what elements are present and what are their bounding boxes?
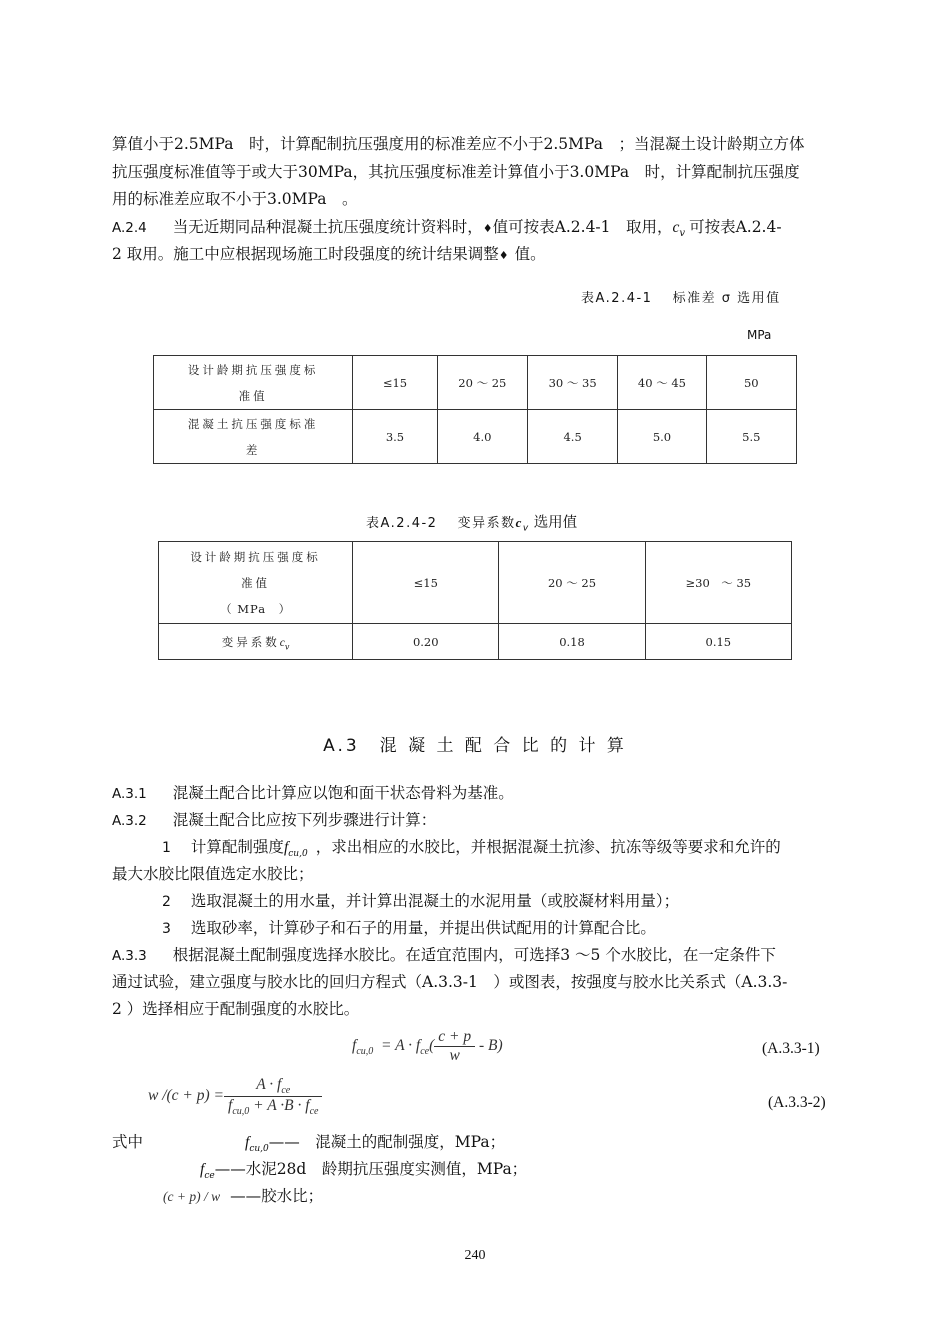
equation-a332 [148,1076,322,1117]
clause-text: 可按表A.2.4- [689,218,782,236]
eq-numerator: c + p [434,1028,475,1047]
page-number: 240 [464,1248,486,1263]
table1-unit: MPa [747,328,772,342]
eq-subscript: ce [420,1046,430,1058]
step-text: 选取混凝土的用水量，并计算出混凝土的水泥用量（或胶凝材料用量）； [190,892,680,910]
eq-denominator [224,1097,322,1117]
table-cell: 5.5 [706,410,796,464]
equation-label-1: (A.3.3-1) [762,1040,820,1057]
row-header-text: 设计龄期抗压强度标 [187,362,319,377]
table-variation-coefficient [158,541,792,660]
symbol-binder-ratio: (c + p) / w [163,1189,221,1204]
row-header [154,356,353,410]
clause-number: A.2.4 [112,220,147,236]
clause-a33-line-1 [112,944,776,967]
where-def-3 [163,1185,323,1208]
definition-text: —— 混凝土的配制强度，MPa； [268,1133,506,1151]
cv-subscript: v [284,641,290,651]
eq-numerator [224,1076,322,1097]
sigma-bullet-icon: ♦ [482,222,493,235]
table-cell: ≤15 [353,542,499,624]
eq-paren: ( [429,1037,435,1055]
para-line-3: 用的标准差应取不小于3.0MPa 。 [112,190,358,208]
where-def-2 [200,1158,527,1187]
table-cell: 40 ～ 45 [618,356,706,410]
step-1-line-2: 最大水胶比限值选定水胶比； [112,865,314,883]
eq-denominator: w [449,1047,460,1064]
step-text: ，求出相应的水胶比，并根据混凝土抗渗、抗冻等级等要求和允许的 [315,838,781,856]
table-row [154,410,797,464]
row-header [159,542,353,624]
row-header [154,410,353,464]
clause-text: 2 取用。施工中应根据现场施工时段强度的统计结果调整 [112,245,499,263]
symbol-f: f [283,839,289,856]
row-header-text: 准值 [241,575,271,590]
table-cell: 30 ～ 35 [527,356,617,410]
row-header-text: 混凝土抗压强度标准 [187,416,319,431]
row-header-text: （ MPa ） [220,601,292,616]
table-cell: 4.5 [527,410,617,464]
caption-text: 表A.2.4-2 变异系数 [366,516,516,531]
clause-a33-line-2: 通过试验，建立强度与胶水比的回归方程式（A.3.3-1 ）或图表，按强度与胶水比关系式（A.3.3- [112,973,788,991]
step-2 [162,890,679,913]
table-standard-deviation [153,355,797,464]
table-row [159,624,792,660]
cv-symbol: c [672,219,680,236]
equation-label-2: (A.3.3-2) [768,1094,826,1111]
sigma-bullet-icon: ♦ [498,249,509,262]
caption-text: 选用值 [533,515,578,531]
eq-term: - B) [478,1037,503,1055]
table-cell: 4.0 [437,410,527,464]
eq-subscript: cu,0 [356,1046,374,1058]
clause-text: 混凝土配合比应按下列步骤进行计算： [172,811,437,829]
eq-term: + A ·B · f [253,1097,310,1115]
step-1-line-1 [162,836,781,865]
step-3 [162,917,656,940]
clause-a33-line-3: 2 ）选择相应于配制强度的水胶比。 [112,1000,360,1018]
equation-a331 [352,1028,503,1065]
table-row [154,356,797,410]
clause-a24-line-1 [112,216,782,245]
symbol-f: f [200,1161,205,1178]
step-number: 2 [162,894,171,910]
eq-symbol: f [352,1037,357,1055]
para-line-2: 抗压强度标准值等于或大于30MPa，其抗压强度标准差计算值小于3.0MPa 时，计算配制抗压强度 [112,163,800,181]
symbol-f: f [245,1134,250,1151]
step-text: 计算配制强度 [190,838,284,856]
clause-text: 值。 [514,245,546,263]
eq-term: A · f [256,1076,282,1093]
clause-text: 值可按表A.2.4-1 取用， [492,218,673,236]
table-cell: 0.18 [499,624,645,660]
clause-number: A.3.3 [112,948,147,964]
clause-text: 混凝土配合比计算应以饱和面干状态骨料为基准。 [172,784,514,802]
clause-text: 当无近期同品种混凝土抗压强度统计资料时， [172,218,483,236]
table-cell: 50 [706,356,796,410]
where-label: 式中 [112,1133,144,1151]
table2-caption [366,511,577,534]
row-header-text: 差 [245,442,261,457]
step-number: 3 [162,921,171,937]
cv-symbol: c [515,515,523,530]
cv-symbol: c [279,636,285,649]
clause-a32 [112,809,436,832]
step-text: 选取砂率，计算砂子和石子的用量，并提出供试配用的计算配合比。 [190,919,656,937]
clause-a31 [112,782,514,805]
table-cell: ≤15 [353,356,437,410]
definition-text: ——水泥28d 龄期抗压强度实测值，MPa； [214,1160,528,1178]
row-header-text: 准值 [238,388,268,403]
table-cell: 5.0 [618,410,706,464]
table-cell: 3.5 [353,410,437,464]
eq-subscript: ce [309,1106,319,1118]
section-title: A.3 混 凝 土 配 合 比 的 计 算 [323,736,627,756]
table-row [159,542,792,624]
row-header-text: 设计龄期抗压强度标 [190,549,321,564]
eq-fraction [224,1076,322,1117]
clause-a24-line-2 [112,243,546,267]
cv-subscript: v [679,228,686,240]
para-line-1: 算值小于2.5MPa 时，计算配制抗压强度用的标准差应不小于2.5MPa ；当混凝土设计龄期立方体 [112,135,805,153]
cv-subscript: v [522,523,530,534]
row-header-text: 变异系数 [221,634,280,649]
table-cell: 0.20 [353,624,499,660]
table1-caption: 表A.2.4-1 标准差 σ 选用值 [581,291,781,306]
table-cell: ≥30 ～ 35 [645,542,791,624]
eq-term: = A · f [381,1037,421,1055]
definition-text: ——胶水比； [230,1187,324,1205]
eq-fraction [434,1028,475,1065]
symbol-subscript: ce [204,1171,215,1182]
eq-subscript: cu,0 [232,1106,250,1118]
clause-number: A.3.2 [112,813,147,829]
table-cell: 0.15 [645,624,791,660]
step-number: 1 [162,840,171,856]
row-header [159,624,353,660]
clause-text: 根据混凝土配制强度选择水胶比。在适宜范围内，可选择3 ～5 个水胶比，在一定条件下 [172,946,776,964]
table-cell: 20 ～ 25 [499,542,645,624]
symbol-subscript: cu,0 [249,1144,269,1155]
table-cell: 20 ～ 25 [437,356,527,410]
eq-term: w /(c + p) = [148,1087,225,1105]
eq-subscript: ce [281,1085,291,1097]
clause-number: A.3.1 [112,786,147,802]
where-def-1 [245,1131,505,1160]
eq-term: f [228,1097,233,1115]
symbol-subscript: cu,0 [288,849,308,860]
